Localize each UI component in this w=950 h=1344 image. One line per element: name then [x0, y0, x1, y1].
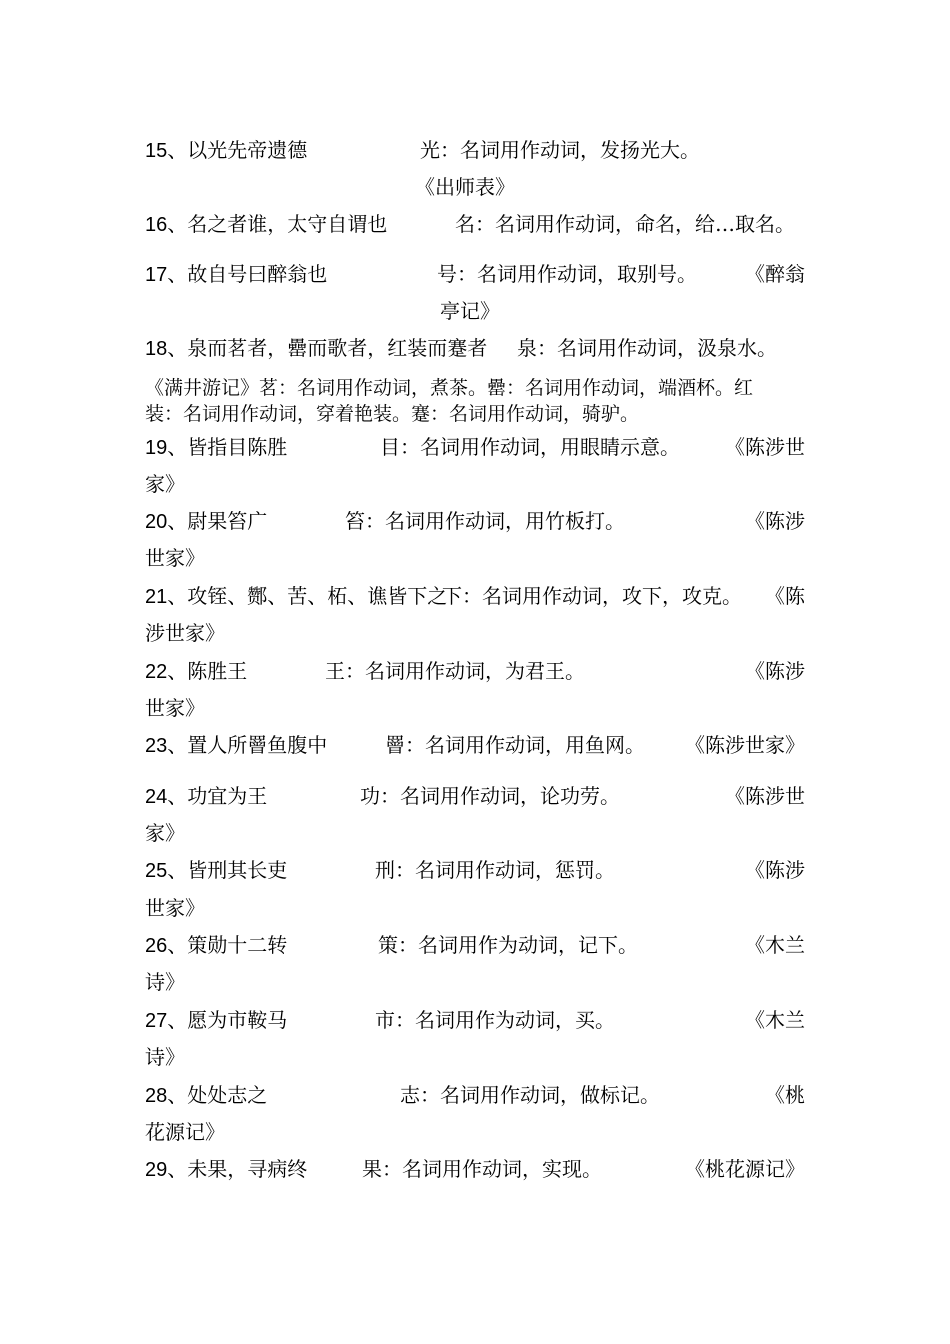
- entry-sentence: 、名之者谁，太守自谓也: [167, 212, 388, 236]
- entry-source-cont: 花源记》: [145, 1120, 225, 1144]
- entry-number: 15: [145, 140, 168, 162]
- entry-15: [0, 132, 950, 168]
- entry-22-source-line: [0, 690, 950, 726]
- entry-number: 20: [145, 511, 168, 533]
- entry-source: 《陈涉: [745, 659, 805, 683]
- entry-sentence: 、处处志之: [167, 1083, 268, 1107]
- entry-source-cont: 家》: [145, 821, 185, 845]
- entry-sentence: 、未果，寻病终: [167, 1157, 308, 1181]
- entry-26: [0, 927, 950, 963]
- entry-15-source-line: [0, 169, 950, 205]
- entry-number: 24: [145, 786, 168, 808]
- entry-explanation: 志：名词用作动词，做标记。: [400, 1083, 660, 1107]
- entry-29: [0, 1151, 950, 1187]
- entry-source: 《桃花源记》: [685, 1157, 805, 1181]
- entry-source: 《木兰: [745, 1008, 805, 1032]
- entry-24-source-line: [0, 815, 950, 851]
- entry-source-cont: 家》: [145, 472, 185, 496]
- entry-20: [0, 503, 950, 539]
- entry-source: 《木兰: [745, 933, 805, 957]
- entry-source: 《出师表》: [415, 175, 515, 199]
- entry-explanation: 下：名词用作动词，攻下，攻克。: [442, 584, 742, 608]
- entry-27: [0, 1002, 950, 1038]
- entry-explanation: 策：名词用作为动词，记下。: [378, 933, 638, 957]
- entry-17: [0, 256, 950, 292]
- entry-18: [0, 330, 950, 366]
- entry-source: 《陈: [765, 584, 805, 608]
- entry-number: 26: [145, 935, 168, 957]
- entry-sentence: 、尉果笞广: [167, 509, 268, 533]
- entry-text: 装：名词用作动词，穿着艳装。蹇：名词用作动词，骑驴。: [145, 403, 640, 425]
- entry-source: 《陈涉: [745, 509, 805, 533]
- entry-source-cont: 诗》: [145, 970, 185, 994]
- entry-21-source-line: [0, 615, 950, 651]
- entry-25: [0, 852, 950, 888]
- entry-source-cont: 世家》: [145, 546, 205, 570]
- entry-explanation: 刑：名词用作动词，惩罚。: [375, 858, 615, 882]
- entry-16: [0, 206, 950, 242]
- entry-explanation: 名：名词用作动词，命名，给…取名。: [455, 212, 795, 236]
- entry-sentence: 、策勋十二转: [167, 933, 288, 957]
- entry-source: 《桃: [765, 1083, 805, 1107]
- entry-source: 《陈涉世: [725, 435, 805, 459]
- entry-sentence: 、攻铚、酂、苦、柘、谯皆下之: [167, 584, 448, 608]
- entry-source-cont: 诗》: [145, 1045, 185, 1069]
- entry-sentence: 、置人所罾鱼腹中: [167, 733, 328, 757]
- entry-source-cont: 亭记》: [440, 299, 500, 323]
- entry-17-source-line: [0, 293, 950, 329]
- entry-explanation: 市：名词用作为动词，买。: [375, 1008, 615, 1032]
- entry-source: 《陈涉世家》: [685, 733, 805, 757]
- entry-source-cont: 涉世家》: [145, 621, 225, 645]
- entry-sentence: 、故自号曰醉翁也: [167, 262, 328, 286]
- entry-sentence: 、功宜为王: [167, 784, 268, 808]
- entry-explanation: 王：名词用作动词，为君王。: [325, 659, 585, 683]
- entry-sentence: 、以光先帝遗德: [167, 138, 308, 162]
- entry-sentence: 、皆指目陈胜: [167, 435, 288, 459]
- entry-explanation: 泉：名词用作动词，汲泉水。: [517, 336, 777, 360]
- entry-source: 《陈涉世: [725, 784, 805, 808]
- entry-19-source-line: [0, 466, 950, 502]
- entry-source: 《醉翁: [745, 262, 805, 286]
- entry-sentence: 、皆刑其长吏: [167, 858, 288, 882]
- entry-number: 28: [145, 1085, 168, 1107]
- entry-number: 22: [145, 661, 168, 683]
- entry-26-source-line: [0, 964, 950, 1000]
- entry-explanation: 果：名词用作动词，实现。: [362, 1157, 602, 1181]
- entry-source-cont: 世家》: [145, 696, 205, 720]
- entry-sentence: 、泉而茗者，罍而歌者，红装而蹇者: [167, 336, 488, 360]
- entry-number: 29: [145, 1159, 168, 1181]
- entry-20-source-line: [0, 540, 950, 576]
- entry-number: 19: [145, 437, 168, 459]
- entry-sentence: 、陈胜王: [167, 659, 248, 683]
- entry-19: [0, 429, 950, 465]
- entry-24: [0, 778, 950, 814]
- entry-explanation: 罾：名词用作动词，用鱼网。: [385, 733, 645, 757]
- entry-source-cont: 世家》: [145, 896, 205, 920]
- entry-number: 17: [145, 264, 168, 286]
- entry-28-source-line: [0, 1114, 950, 1150]
- entry-number: 18: [145, 338, 168, 360]
- entry-explanation: 号：名词用作动词，取别号。: [437, 262, 697, 286]
- entry-text: 《满井游记》茗：名词用作动词，煮茶。罍：名词用作动词，端酒杯。红: [145, 377, 754, 399]
- entry-number: 27: [145, 1010, 168, 1032]
- entry-18-line-3: [0, 396, 950, 432]
- entry-number: 21: [145, 586, 168, 608]
- entry-25-source-line: [0, 890, 950, 926]
- entry-source: 《陈涉: [745, 858, 805, 882]
- entry-explanation: 目：名词用作动词，用眼睛示意。: [380, 435, 680, 459]
- entry-21: [0, 578, 950, 614]
- entry-explanation: 笞：名词用作动词，用竹板打。: [345, 509, 625, 533]
- entry-27-source-line: [0, 1039, 950, 1075]
- entry-explanation: 功：名词用作动词，论功劳。: [360, 784, 620, 808]
- entry-explanation: 光：名词用作动词，发扬光大。: [420, 138, 700, 162]
- entry-number: 16: [145, 214, 168, 236]
- entry-sentence: 、愿为市鞍马: [167, 1008, 288, 1032]
- entry-number: 25: [145, 860, 168, 882]
- entry-23: [0, 727, 950, 763]
- entry-number: 23: [145, 735, 168, 757]
- entry-28: [0, 1077, 950, 1113]
- entry-22: [0, 653, 950, 689]
